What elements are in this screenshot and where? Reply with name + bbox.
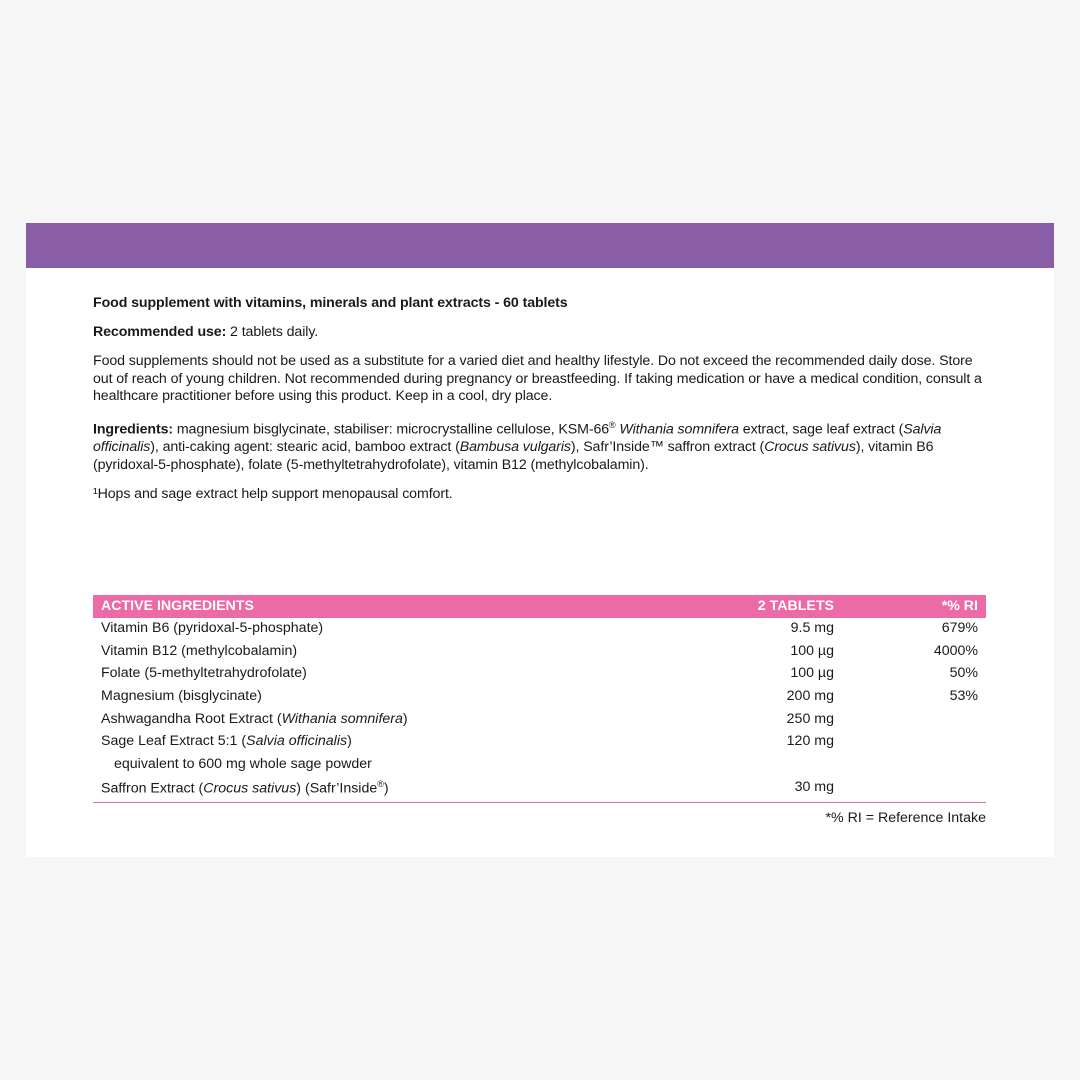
table-row xyxy=(93,641,986,664)
ingredient-name: Ashwagandha Root Extract (Withania somnifera) xyxy=(101,710,408,727)
ingredient-amount: 30 mg xyxy=(794,778,834,795)
ingredient-ri: 4000% xyxy=(933,642,978,659)
ingredient-name: Vitamin B12 (methylcobalamin) xyxy=(101,642,298,659)
ingredient-amount: 100 µg xyxy=(790,665,834,682)
ingredient-amount: 250 mg xyxy=(786,710,834,727)
footnote: ¹Hops and sage extract help support menopausal comfort. xyxy=(93,486,453,503)
table-header xyxy=(93,595,986,618)
recommended-use: Recommended use: 2 tablets daily. xyxy=(93,324,319,340)
ingredient-ri: 53% xyxy=(949,688,978,705)
label-card xyxy=(26,223,1054,857)
ingredient-amount: 120 mg xyxy=(786,733,834,750)
ingredient-amount: 9.5 mg xyxy=(790,620,834,636)
table-row xyxy=(93,663,986,686)
ingredient-name: Folate (5-methyltetrahydrofolate) xyxy=(101,665,307,682)
table-row xyxy=(93,618,986,641)
header-band xyxy=(26,223,1054,268)
table-row xyxy=(93,686,986,709)
ingredient-name: Vitamin B6 (pyridoxal-5-phosphate) xyxy=(101,620,324,636)
ingredient-name: equivalent to 600 mg whole sage powder xyxy=(114,756,372,773)
label-copy xyxy=(93,295,988,515)
header-active-ingredients: ACTIVE INGREDIENTS xyxy=(101,598,254,614)
ingredients-text: Ingredients: magnesium bisglycinate, stabiliser: microcrystalline cellulose, KSM-66® Withania somnifera extract, sage leaf extract (Salvia officinalis), anti-caking agent: stearic acid, bamboo extract (Bambusa vulgaris), Safr’Inside™ saffron extract (Crocus sativus), vitamin B6 (pyridoxal-5-phosphate), folate (5-methyltetrahydrofolate), vitamin B12 (methylcobalamin). xyxy=(93,420,942,473)
ingredient-name: Saffron Extract (Crocus sativus) (Safr’Inside®) xyxy=(101,778,389,797)
product-title: Food supplement with vitamins, minerals and plant extracts - 60 tablets xyxy=(93,295,568,311)
table-row xyxy=(93,754,986,777)
table-bottom-rule xyxy=(93,802,986,826)
ingredient-name: Magnesium (bisglycinate) xyxy=(101,688,262,705)
ri-legend: *% RI = Reference Intake xyxy=(825,809,986,826)
ingredient-ri: 679% xyxy=(941,620,978,636)
table-row xyxy=(93,709,986,732)
table-row xyxy=(93,731,986,754)
ingredient-name: Sage Leaf Extract 5:1 (Salvia officinalis) xyxy=(101,733,352,750)
table-row xyxy=(93,777,986,800)
ingredient-amount: 100 µg xyxy=(790,642,834,659)
header-ri: *% RI xyxy=(941,598,978,614)
ingredient-ri: 50% xyxy=(949,665,978,682)
nutrition-table xyxy=(93,595,986,826)
warning-text: Food supplements should not be used as a substitute for a varied diet and healthy lifestyle. Do not exceed the recommended daily dose. Store out of reach of young children. Not recommended during pregnancy or breastfeeding. If taking medication or have a medical condition, consult a healthcare practitioner before using this product. Keep in a cool, dry place. xyxy=(93,353,982,404)
ingredient-amount: 200 mg xyxy=(786,688,834,705)
header-2-tablets: 2 TABLETS xyxy=(757,598,834,614)
